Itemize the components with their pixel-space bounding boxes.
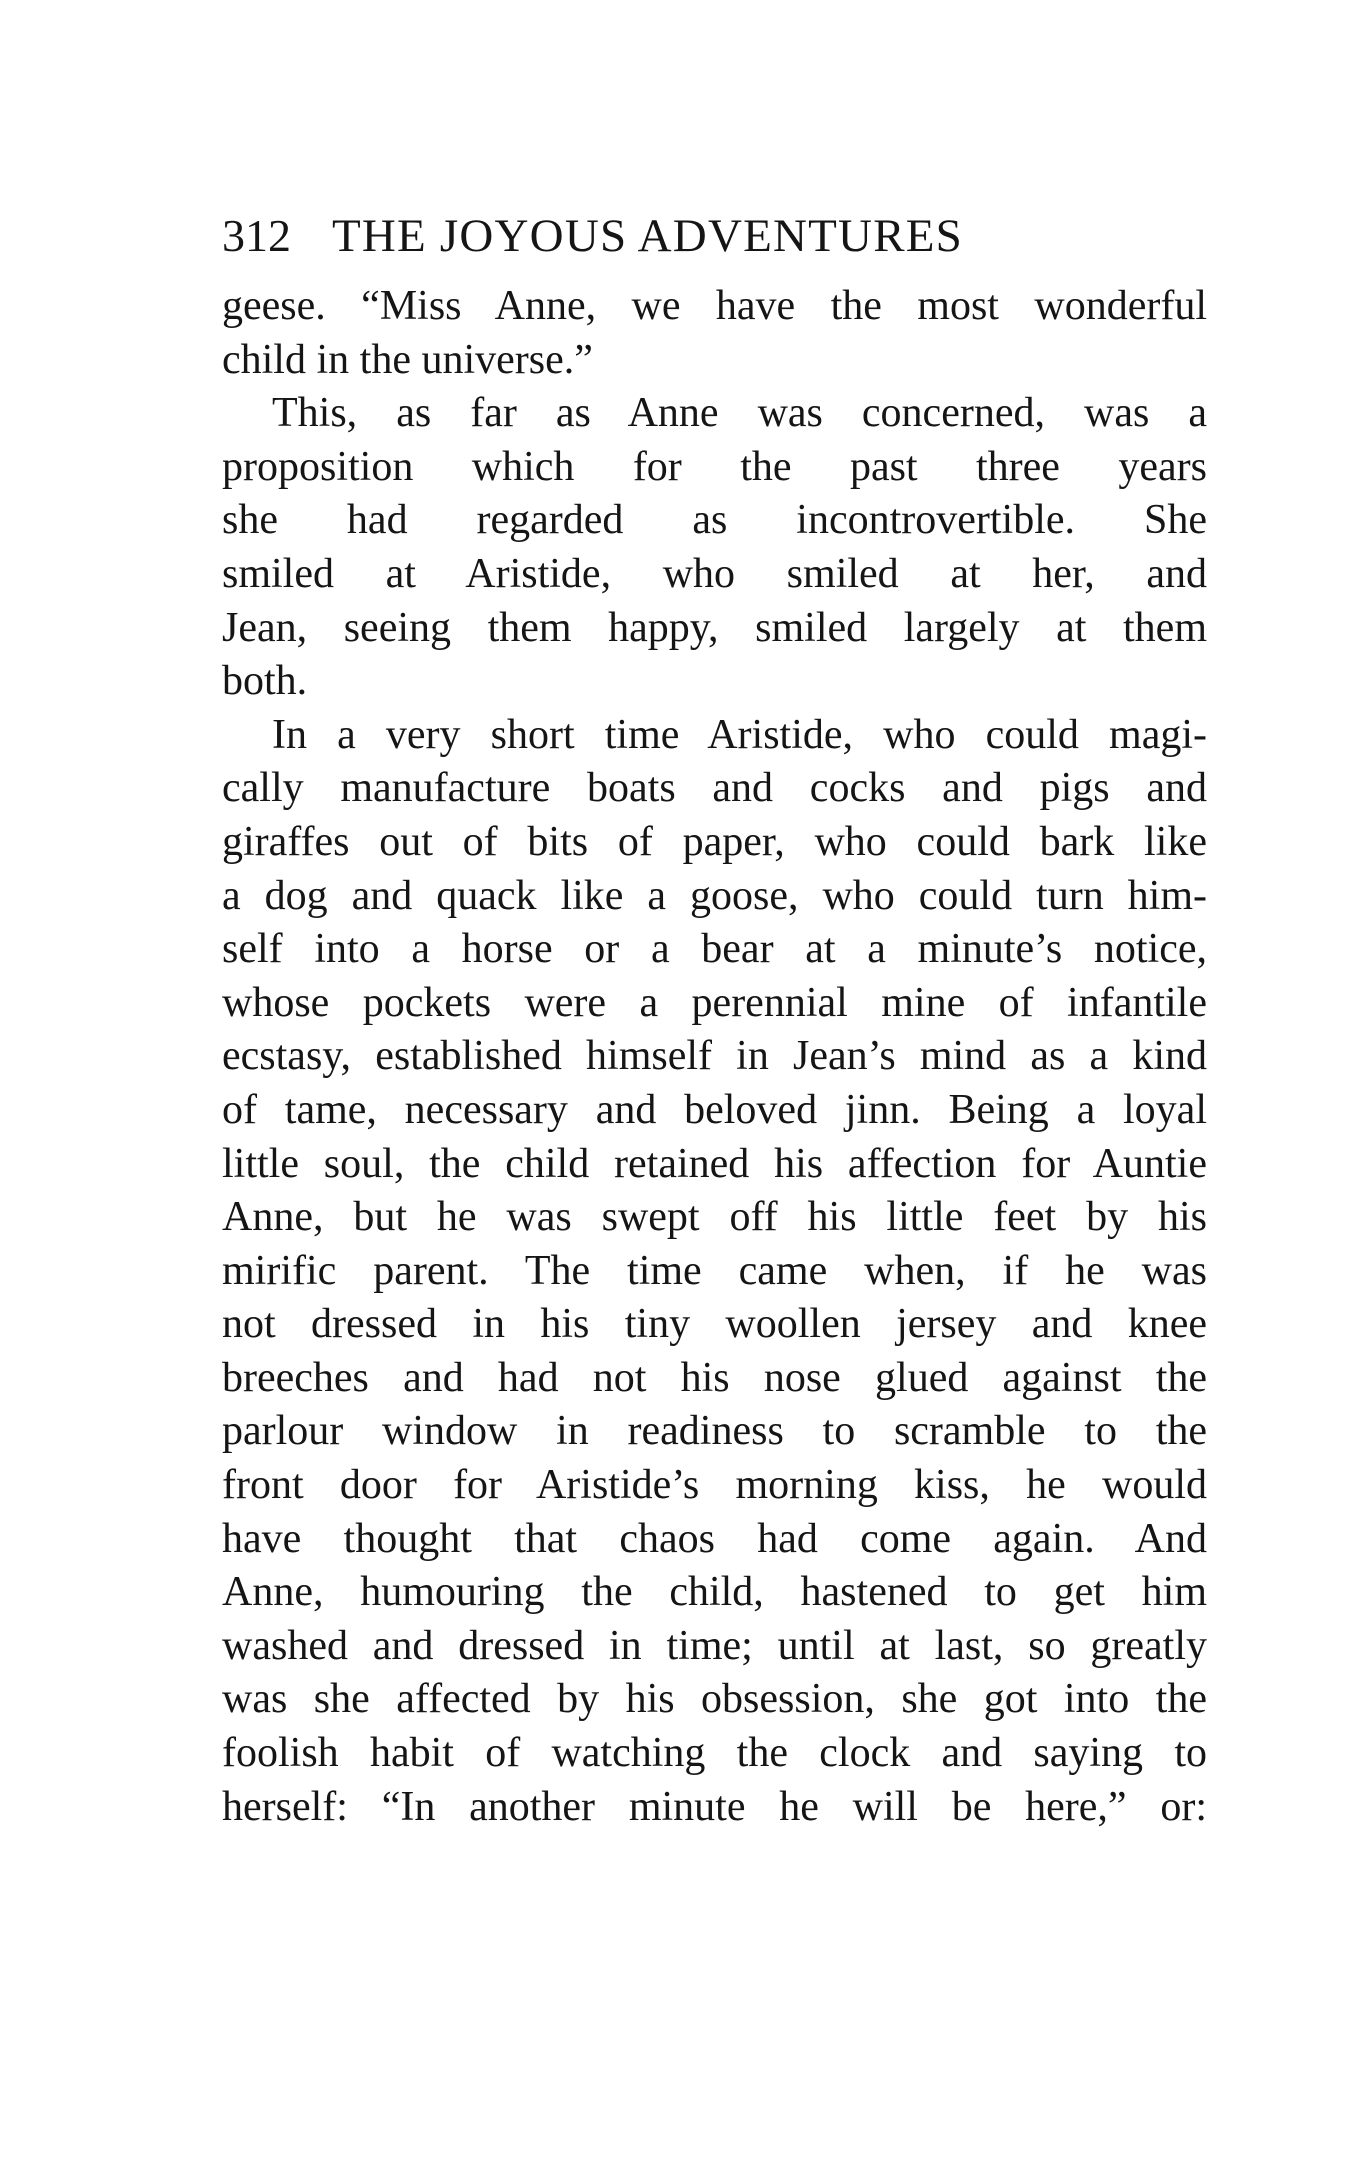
- text-line: mirific parent. The time came when, if he was: [222, 1247, 1207, 1294]
- text-line: little soul, the child retained his affection for Auntie: [222, 1140, 1207, 1187]
- text-line: herself: “In another minute he will be here,” or:: [222, 1783, 1207, 1830]
- text-line: whose pockets were a perennial mine of infantile: [222, 979, 1207, 1026]
- text-line: geese. “Miss Anne, we have the most wonderful: [222, 283, 1207, 329]
- text-line: she had regarded as incontrovertible. She: [222, 497, 1207, 544]
- text-line: This, as far as Anne was concerned, was a: [272, 390, 1207, 437]
- text-line: front door for Aristide’s morning kiss, he would: [222, 1462, 1207, 1509]
- book-page: [222, 208, 1207, 1834]
- text-line: smiled at Aristide, who smiled at her, and: [222, 550, 1207, 597]
- text-line: child in the universe.”: [222, 336, 593, 383]
- running-head: [222, 208, 1207, 264]
- text-line: In a very short time Aristide, who could magi-: [272, 711, 1207, 758]
- text-line: parlour window in readiness to scramble to the: [222, 1408, 1207, 1455]
- paragraph: [222, 280, 1207, 387]
- text-line: foolish habit of watching the clock and saying to: [222, 1730, 1207, 1777]
- text-line: of tame, necessary and beloved jinn. Being a loyal: [222, 1086, 1207, 1133]
- text-line: Anne, humouring the child, hastened to get him: [222, 1569, 1207, 1616]
- text-line: breeches and had not his nose glued against the: [222, 1354, 1207, 1401]
- body-text: [222, 280, 1207, 1834]
- paragraph: [222, 709, 1207, 1834]
- text-line: a dog and quack like a goose, who could turn him-: [222, 872, 1207, 919]
- text-line: cally manufacture boats and cocks and pigs and: [222, 765, 1207, 812]
- text-line: ecstasy, established himself in Jean’s mind as a kind: [222, 1033, 1207, 1080]
- text-line: have thought that chaos had come again. And: [222, 1515, 1207, 1562]
- text-line: Anne, but he was swept off his little feet by his: [222, 1194, 1207, 1241]
- paragraph: [222, 387, 1207, 709]
- page-number: 312: [222, 210, 291, 261]
- text-line: Jean, seeing them happy, smiled largely at them: [222, 604, 1207, 651]
- text-line: not dressed in his tiny woollen jersey and knee: [222, 1301, 1207, 1348]
- text-line: proposition which for the past three years: [222, 443, 1207, 490]
- text-line: both.: [222, 658, 308, 705]
- text-line: washed and dressed in time; until at last, so greatly: [222, 1622, 1207, 1669]
- text-line: was she affected by his obsession, she got into the: [222, 1676, 1207, 1723]
- text-line: giraffes out of bits of paper, who could bark like: [222, 818, 1207, 865]
- text-line: self into a horse or a bear at a minute’s notice,: [222, 926, 1207, 973]
- running-title: THE JOYOUS ADVENTURES: [332, 210, 963, 262]
